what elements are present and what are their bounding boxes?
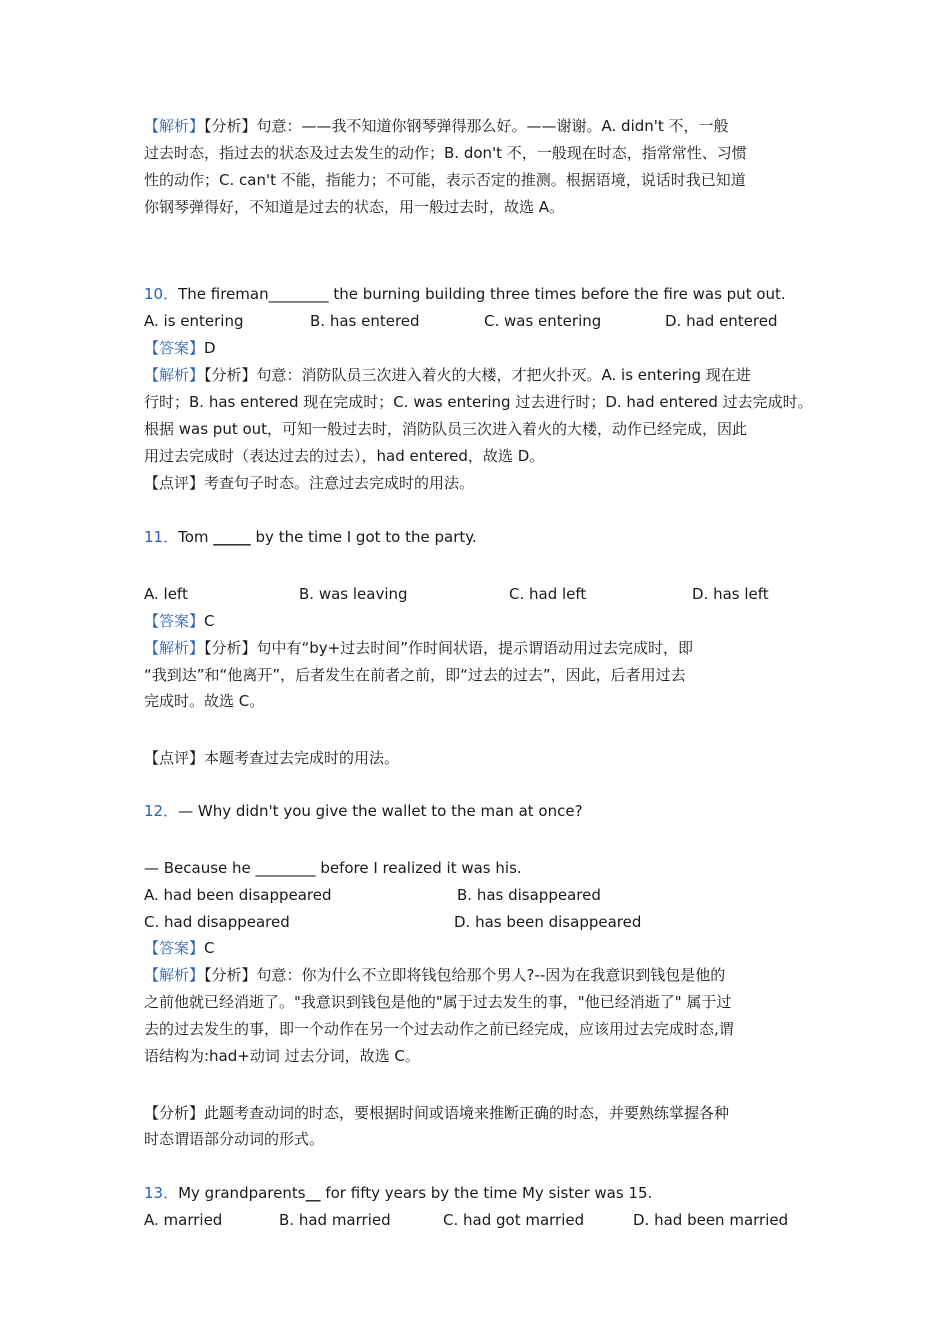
- q10-explanation-line-4: 用过去完成时（表达过去的过去），had entered，故选 D。: [144, 447, 545, 465]
- prev-explanation-line-3: 性的动作；C. can't 不能，指能力；不可能，表示否定的推测。根据语境，说话时我已知道: [144, 171, 746, 189]
- q12-option-c: C. had disappeared: [144, 913, 290, 931]
- q12-explanation-line-3: 去的过去发生的事，即一个动作在另一个过去动作之前已经完成，应该用过去完成时态,谓: [144, 1020, 734, 1038]
- answer-blank: _____: [213, 528, 251, 546]
- question-10-stem: 10．The fireman________ the burning building three times before the fire was put out.: [144, 285, 786, 303]
- q10-comment: 【点评】考查句子时态。注意过去完成时的用法。: [144, 474, 475, 492]
- q13-option-b: B. had married: [279, 1211, 391, 1229]
- q10-option-b: B. has entered: [310, 312, 420, 330]
- q11-explanation-line-1: 【解析】【分析】句中有“by+过去时间”作时间状语，提示谓语动用过去完成时，即: [144, 639, 694, 657]
- q12-explanation-line-1: 【解析】【分析】句意：你为什么不立即将钱包给那个男人?--因为在我意识到钱包是他的: [144, 966, 726, 984]
- jiexi-tag: 【解析】: [144, 639, 205, 657]
- q10-explanation-line-3: 根据 was put out，可知一般过去时，消防队员三次进入着火的大楼，动作已经完成，因此: [144, 420, 748, 438]
- q11-explanation-line-3: 完成时。故选 C。: [144, 692, 265, 710]
- q13-option-a: A. married: [144, 1211, 223, 1229]
- answer-blank: __: [305, 1184, 321, 1202]
- prev-explanation-line-1: 【解析】【分析】句意：——我不知道你钢琴弹得那么好。——谢谢。A. didn't 不，一般: [144, 117, 729, 135]
- q13-option-c: C. had got married: [443, 1211, 585, 1229]
- q10-explanation-line-1: 【解析】【分析】句意：消防队员三次进入着火的大楼，才把火扑灭。A. is entering 现在进: [144, 366, 751, 384]
- q12-option-a: A. had been disappeared: [144, 886, 332, 904]
- question-13-stem: 13．My grandparents__ for fifty years by the time My sister was 15.: [144, 1184, 653, 1202]
- question-12-stem: 12．— Why didn't you give the wallet to the man at once?: [144, 802, 583, 820]
- question-12-stem-2: — Because he ________ before I realized it was his.: [144, 859, 522, 877]
- q10-answer: 【答案】D: [144, 339, 216, 357]
- q12-explanation-line-4: 语结构为:had+动词 过去分词，故选 C。: [144, 1047, 420, 1065]
- prev-explanation-line-2: 过去时态，指过去的状态及过去发生的动作；B. don't 不，一般现在时态，指常常性、习惯: [144, 144, 747, 162]
- q12-comment-line-1: 【分析】此题考查动词的时态，要根据时间或语境来推断正确的时态，并要熟练掌握各种: [144, 1104, 730, 1122]
- prev-explanation-line-4: 你钢琴弹得好，不知道是过去的状态，用一般过去时，故选 A。: [144, 198, 565, 216]
- jiexi-tag: 【解析】: [144, 966, 205, 984]
- jiexi-tag: 【解析】: [144, 366, 205, 384]
- answer-tag: 【答案】: [144, 939, 205, 957]
- q12-answer: 【答案】C: [144, 939, 215, 957]
- q11-option-b: B. was leaving: [299, 585, 408, 603]
- jiexi-tag: 【解析】: [144, 117, 205, 135]
- question-number: 11．: [144, 528, 179, 546]
- question-number: 10．: [144, 285, 179, 303]
- q12-option-d: D. has been disappeared: [454, 913, 642, 931]
- question-number: 13．: [144, 1184, 179, 1202]
- q12-option-b: B. has disappeared: [457, 886, 601, 904]
- answer-tag: 【答案】: [144, 612, 205, 630]
- q10-explanation-line-2: 行时；B. has entered 现在完成时；C. was entering 过去进行时；D. had entered 过去完成时。: [144, 393, 813, 411]
- question-number: 12．: [144, 802, 179, 820]
- q13-option-d: D. had been married: [633, 1211, 789, 1229]
- q11-option-a: A. left: [144, 585, 188, 603]
- q11-answer: 【答案】C: [144, 612, 215, 630]
- q12-comment-line-2: 时态谓语部分动词的形式。: [144, 1130, 325, 1148]
- q11-option-d: D. has left: [692, 585, 769, 603]
- q10-option-d: D. had entered: [665, 312, 778, 330]
- question-11-stem: 11．Tom _____ by the time I got to the party.: [144, 528, 477, 546]
- q11-comment: 【点评】本题考查过去完成时的用法。: [144, 749, 400, 767]
- q10-option-c: C. was entering: [484, 312, 602, 330]
- q11-explanation-line-2: “我到达”和“他离开”，后者发生在前者之前，即“过去的过去”，因此，后者用过去: [144, 666, 686, 684]
- q12-explanation-line-2: 之前他就已经消逝了。"我意识到钱包是他的"属于过去发生的事，"他已经消逝了" 属于过: [144, 993, 732, 1011]
- answer-tag: 【答案】: [144, 339, 205, 357]
- q10-option-a: A. is entering: [144, 312, 244, 330]
- q11-option-c: C. had left: [509, 585, 587, 603]
